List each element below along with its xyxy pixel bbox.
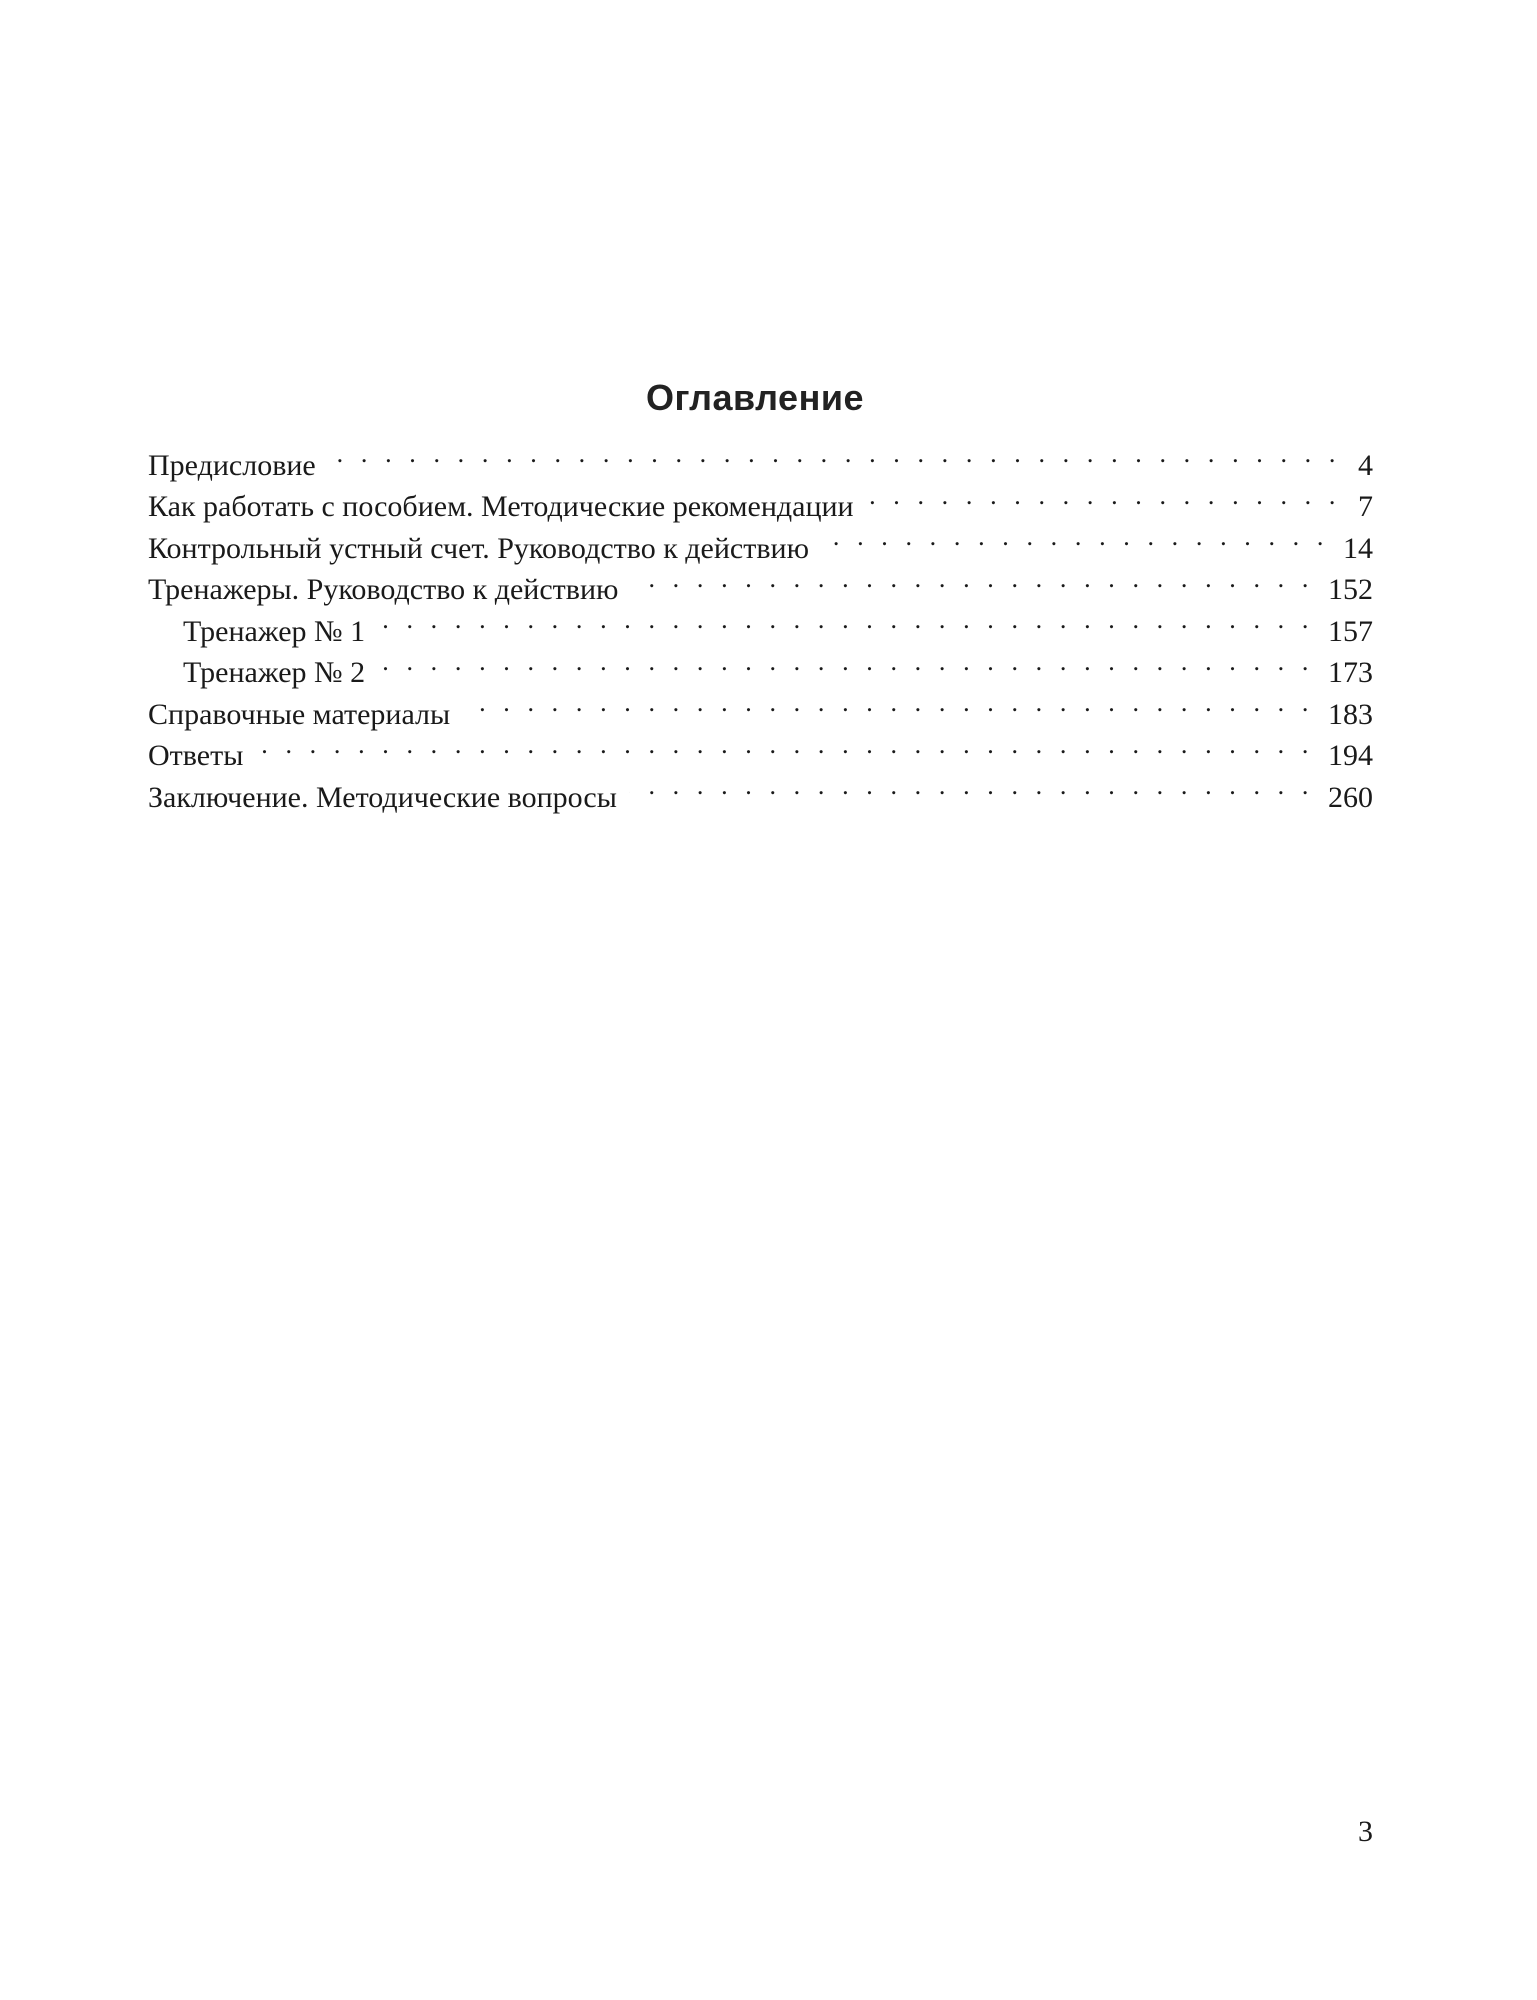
toc-entry (148, 765, 1373, 814)
toc-entry-page: 183 (1328, 697, 1373, 731)
toc-dot-leader (377, 599, 1314, 641)
toc-entry-page: 194 (1328, 739, 1373, 772)
toc-entry-page: 260 (1328, 780, 1373, 814)
toc-dot-leader (377, 641, 1314, 683)
toc-entry (148, 433, 1373, 482)
page-number: 3 (1358, 1815, 1373, 1848)
toc-dot-leader (866, 475, 1341, 517)
toc-entry-label: Тренажер № 2 (183, 656, 366, 689)
toc-entry-page: 152 (1328, 573, 1373, 606)
toc-dot-leader (328, 433, 1341, 475)
toc-entry-page: 14 (1343, 531, 1373, 565)
toc-dot-leader (630, 558, 1314, 600)
toc-entry-label: Как работать с пособием. Методические рекомендации (148, 490, 854, 523)
toc-entry-label: Тренажер № 1 (183, 614, 366, 648)
toc-entry (148, 475, 1373, 523)
toc-dot-leader (462, 682, 1314, 724)
toc-dot-leader (629, 765, 1314, 807)
toc-entry-label: Контрольный устный счет. Руководство к действию (148, 531, 809, 565)
toc-title: Оглавление (646, 377, 864, 419)
toc-entry-label: Ответы (148, 739, 244, 772)
toc-dot-leader (821, 516, 1329, 558)
toc-list (148, 433, 1373, 814)
toc-entry-label: Справочные материалы (148, 697, 451, 731)
toc-entry-page: 7 (1358, 490, 1373, 523)
toc-entry-page: 173 (1328, 656, 1373, 689)
toc-entry-page: 157 (1328, 614, 1373, 648)
toc-entry-label: Тренажеры. Руководство к действию (148, 573, 619, 606)
toc-entry (148, 724, 1373, 772)
toc-entry-label: Заключение. Методические вопросы (148, 780, 617, 814)
toc-entry-page: 4 (1358, 448, 1373, 482)
toc-entry-label: Предисловие (148, 448, 316, 482)
toc-dot-leader (255, 724, 1314, 766)
